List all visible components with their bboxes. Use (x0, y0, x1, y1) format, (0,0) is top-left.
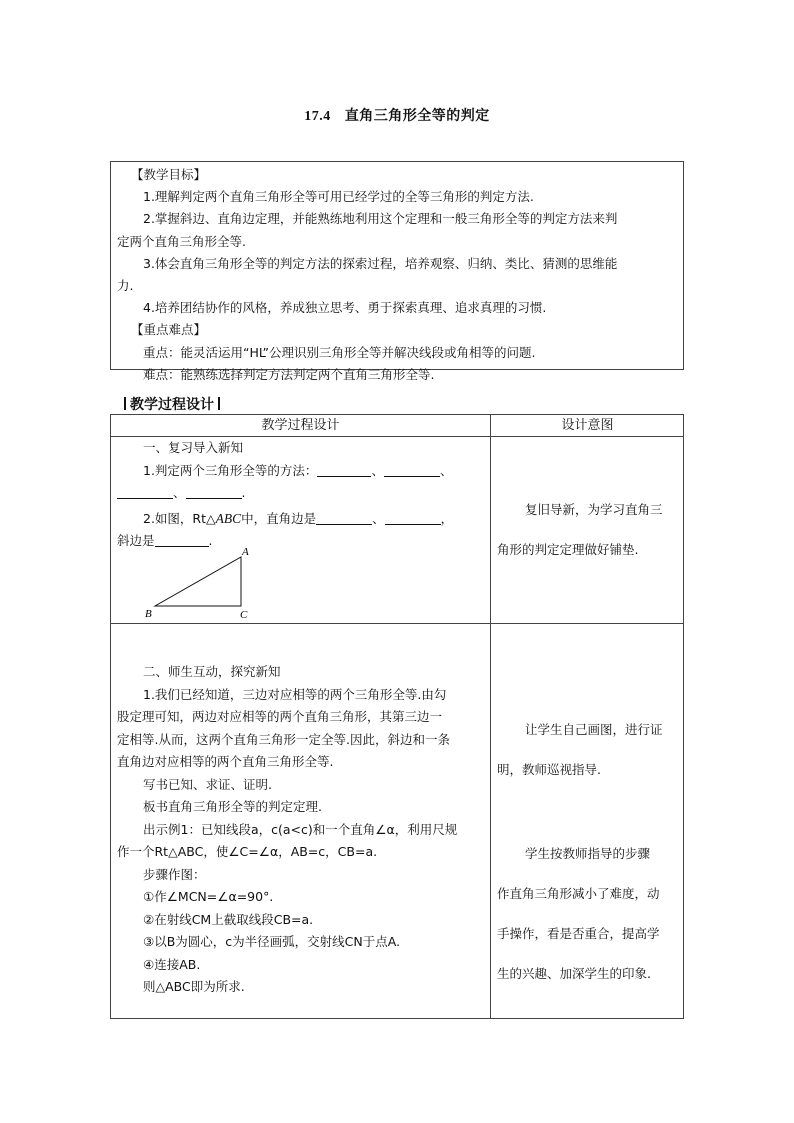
col-header-process: 教学过程设计 (261, 418, 340, 433)
key-point: 重点：能灵活运用“HL”公理识别三角形全等并解决线段或角相等的问题. (143, 344, 536, 360)
vertex-label-a: A (242, 546, 249, 558)
row-divider (111, 623, 683, 624)
period: . (208, 533, 213, 548)
separator: 、 (371, 462, 384, 478)
answer-blank (317, 463, 371, 477)
question-1 (117, 460, 487, 483)
objective-item: 3.体会直角三角形全等的判定方法的探索过程，培养观察、归纳、类比、猜测的思维能 (143, 255, 618, 271)
objectives-heading: 【教学目标】 (131, 167, 207, 182)
objective-item: 力. (117, 278, 134, 294)
vertex-label-b: B (145, 608, 152, 620)
page-title (0, 105, 794, 125)
board-note: 板书直角三角形全等的判定定理. (143, 799, 322, 814)
key-points-heading: 【重点难点】 (131, 322, 207, 338)
intent-line: 作直角三角形减小了难度，动 (497, 886, 660, 901)
question-1-cont (117, 482, 487, 505)
q2-mid: 中，直角边是 (241, 510, 317, 526)
intent-line: 手操作，看是否重合，提高学 (497, 926, 660, 941)
separator: ， (440, 510, 454, 526)
objective-item: 4.培养团结协作的风格，养成独立思考、勇于探索真理、追求真理的习惯. (143, 300, 547, 316)
separator: 、 (372, 510, 385, 526)
review-cell (117, 437, 487, 553)
explore-cell (117, 661, 489, 999)
objective-item: 定两个直角三角形全等. (117, 233, 246, 249)
q1-text: 1.判定两个三角形全等的方法： (143, 462, 318, 478)
intent-line: 明，教师巡视指导. (497, 762, 601, 777)
title-bar-right (218, 397, 220, 410)
objective-item: 2.掌握斜边、直角边定理，并能熟练地利用这个定理和一般三角形全等的判定方法来判 (143, 211, 618, 227)
period: . (241, 485, 246, 500)
step-item: ①作∠MCN=∠α=90°. (143, 889, 274, 904)
separator: 、 (439, 462, 453, 478)
explore-paragraph-line: 股定理可知，两边对应相等的两个直角三角形，其第三边一 (117, 709, 443, 724)
review-intent (497, 490, 681, 570)
explore-paragraph-line: 1.我们已经知道，三边对应相等的两个三角形全等.由勾 (143, 686, 447, 702)
process-section-title (120, 394, 224, 414)
intent-line: 学生按教师指导的步骤 (525, 846, 651, 861)
column-divider (490, 415, 491, 1018)
explore-intent-1 (497, 710, 681, 790)
intent-line: 角形的判定定理做好铺垫. (497, 542, 639, 557)
objective-item: 1.理解判定两个直角三角形全等可用已经学过的全等三角形的判定方法. (143, 189, 534, 205)
section-number: 17.4 (304, 109, 331, 124)
col-header-intent: 设计意图 (561, 418, 614, 433)
explore-intent-2 (497, 834, 681, 994)
vertex-label-c: C (240, 609, 248, 620)
explore-heading: 二、师生互动，探究新知 (143, 664, 281, 679)
right-triangle-figure (141, 545, 261, 620)
answer-blank (385, 511, 441, 525)
process-table (110, 414, 684, 1019)
objectives-box (110, 161, 684, 382)
intent-line: 生的兴趣、加深学生的印象. (497, 966, 651, 981)
write-note: 写书已知、求证、证明. (143, 776, 272, 792)
title-bar-left (124, 397, 126, 410)
conclusion: 则△ABC即为所求. (143, 979, 245, 994)
steps-heading: 步骤作图： (143, 866, 206, 882)
triangle-abc (155, 557, 241, 606)
q2-hyp: 斜边是 (117, 533, 155, 548)
explore-paragraph-line: 直角边对应相等的两个直角三角形全等. (117, 754, 334, 769)
answer-blank (186, 485, 242, 499)
step-item: ②在射线CM上截取线段CB=a. (143, 911, 314, 927)
review-heading: 一、复习导入新知 (143, 440, 244, 455)
step-item: ③以B为圆心，c为半径画弧，交射线CN于点A. (143, 934, 401, 949)
answer-blank (384, 463, 440, 477)
explore-paragraph-line: 定相等.从而，这两个直角三角形一定全等.因此，斜边和一条 (117, 731, 450, 747)
intent-line: 让学生自己画图，进行证 (525, 722, 663, 737)
example-line: 作一个Rt△ABC，使∠C=∠α，AB=c，CB=a. (117, 844, 378, 859)
step-item: ④连接AB. (143, 956, 201, 972)
answer-blank (316, 511, 372, 525)
example-line: 出示例1：已知线段a，c(a<c)和一个直角∠α，利用尺规 (143, 821, 458, 837)
intent-line: 复旧导新，为学习直角三 (525, 502, 663, 517)
answer-blank (117, 485, 173, 499)
difficulty: 难点：能熟练选择判定方法判定两个直角三角形全等. (143, 366, 435, 382)
q2-abc: ABC (215, 510, 242, 526)
q2-prefix: 2.如图，Rt△ (143, 510, 216, 526)
title-text: 直角三角形全等的判定 (344, 108, 490, 124)
process-section-text: 教学过程设计 (130, 397, 214, 413)
question-2 (117, 508, 487, 531)
separator: 、 (173, 485, 186, 500)
